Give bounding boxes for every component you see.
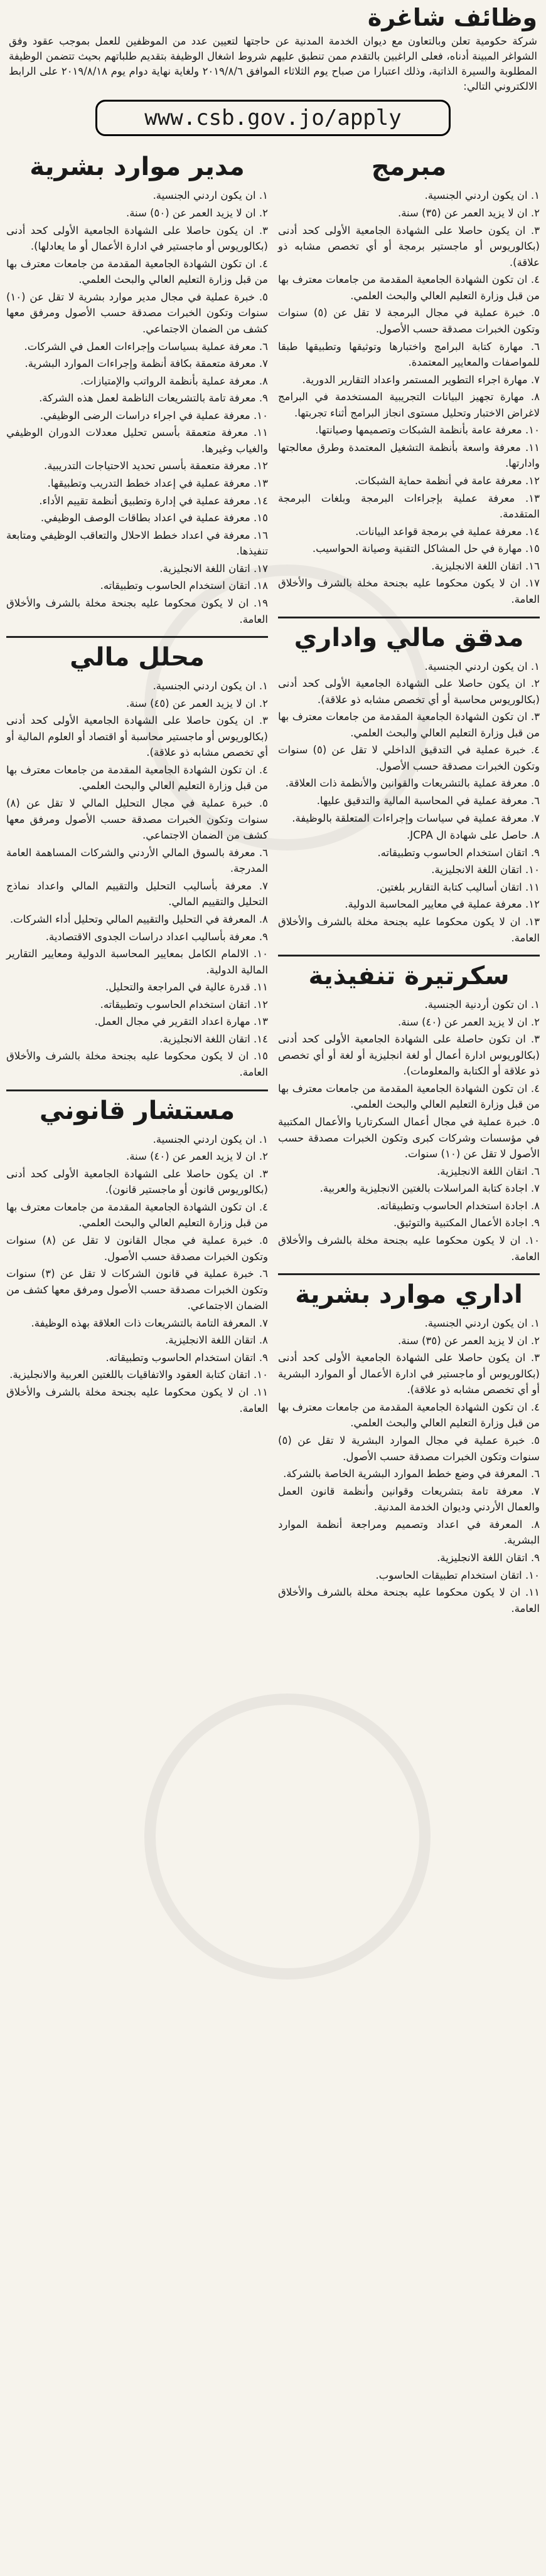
requirement-item: ١٥. مهارة في حل المشاكل التقنية وصيانة الحواسيب. [312,543,540,555]
requirement-item: ٦. اتقان اللغة الانجليزية. [437,1165,540,1177]
job-title: محلل مالي [70,643,205,672]
requirement-item: ٧. معرفة بأساليب التحليل والتقييم المالي واعداد نماذج التحليل والتقييم المالي. [6,879,268,908]
requirement-item: ٢. ان لا يزيد العمر عن (٤٠) سنة. [397,1015,540,1028]
job-section [6,1089,268,1417]
job-title: مدير موارد بشرية [29,152,245,182]
requirement-item: ٥. خبرة عملية في مجال مدير موارد بشرية لا تقل عن (١٠) سنوات وتكون الخبرات مصدقة حسب الأصول ومرفق معها كشف من الضمان الاجتماعي. [6,290,268,335]
section-divider [278,617,540,618]
job-columns [0,144,546,1625]
requirement-item: ١٠. اتقان كتابة العقود والاتفاقيات باللغتين العربية والانجليزية. [9,1369,268,1381]
requirement-item: ٨. حاصل على شهادة ال JCPA. [407,829,540,842]
requirement-item: ١. ان يكون اردني الجنسية. [153,680,268,692]
requirement-item: ١٦. معرفة في اعداد خطط الاحلال والتعاقب الوظيفي ومتابعة تنفيذها. [6,529,268,558]
requirement-item: ٧. مهارة اجراء التطوير المستمر واعداد التقارير الدورية. [302,373,540,386]
requirement-item: ١٠. الالمام الكامل بمعايير المحاسبة الدولية ومعايير التقارير المالية الدولية. [6,948,268,976]
requirement-item: ٧. معرفة تامة بتشريعات وقوانين وأنظمة قانون العمل والعمال الأردني وديوان الخدمة المدنية. [278,1485,540,1513]
watermark-seal [144,1693,431,1980]
requirement-item: ١٩. ان لا يكون محكوما عليه بجنحة مخلة بالشرف والأخلاق العامة. [6,596,268,625]
job-title: مبرمج [371,152,447,182]
requirement-item: ٦. معرفة عملية في المحاسبة المالية والتدقيق عليها. [316,795,540,807]
requirement-item: ١٤. اتقان اللغة الانجليزية. [159,1032,268,1045]
job-section [6,152,268,627]
requirements-list [6,188,268,627]
requirement-item: ١٠. ان لا يكون محكوما عليه بجنحة مخلة بالشرف والأخلاق العامة. [278,1234,540,1263]
requirement-item: ٢. ان لا يزيد العمر عن (٤٥) سنة. [126,697,268,709]
apply-link[interactable]: www.csb.gov.jo/apply [95,100,451,136]
requirement-item: ٢. ان لا يزيد العمر عن (٤٠) سنة. [126,1150,268,1163]
requirements-list [278,188,540,607]
requirement-item: ٧. اجادة كتابة المراسلات بالغتين الانجليزية والعربية. [319,1182,540,1195]
requirement-item: ٧. معرفة عملية في سياسات وإجراءات المتعلقة بالوظيفة. [292,812,540,824]
job-section [278,617,540,946]
requirement-item: ٤. ان تكون الشهادة الجامعية المقدمة من جامعات معترف بها من قبل وزارة التعليم العالي والبحث العلمي. [278,1401,540,1429]
requirement-item: ١٢. معرفة متعمقة بأسس تحديد الاحتياجات التدريبية. [43,460,268,472]
requirement-item: ٤. ان تكون الشهادة الجامعية المقدمة من جامعات معترف بها من قبل وزارة التعليم العالي والبحث العلمي. [278,1082,540,1111]
requirement-item: ٨. المعرفة في اعداد وتصميم ومراجعة أنظمة الموارد البشرية. [278,1518,540,1547]
requirement-item: ٥. خبرة عملية في مجال الموارد البشرية لا تقل عن (٥) سنوات وتكون الخبرات مصدقة حسب الأصول. [278,1434,540,1463]
requirement-item: ٥. خبرة عملية في مجال أعمال السكرتاريا والأعمال المكتبية في مؤسسات وشركات كبرى وتكون الخبرات مصدقة حسب الأصول لا تقل عن (١٠) سنوات. [278,1116,540,1160]
requirement-item: ٩. معرفة بأساليب اعداد دراسات الجدوى الاقتصادية. [45,930,268,943]
job-title: مدقق مالي واداري [294,623,524,652]
requirement-item: ٧. معرفة متعمقة بكافة أنظمة وإجراءات الموارد البشرية. [24,358,268,370]
requirement-item: ٣. ان يكون حاصلا على الشهادة الجامعية الأولى كحد أدنى (بكالوريوس أو ماجستير برمجة أو أي تخصص مشابه ذو علاقة). [278,224,540,268]
requirement-item: ١. ان يكون اردني الجنسية. [424,189,540,202]
requirements-list [278,1315,540,1616]
requirements-list [278,659,540,946]
requirement-item: ٨. معرفة عملية بأنظمة الرواتب والإمتيازات. [80,374,268,387]
requirement-item: ١١. ان لا يكون محكوما عليه بجنحة مخلة بالشرف والأخلاق العامة. [278,1586,540,1614]
requirement-item: ١٤. معرفة عملية في برمجة قواعد البيانات. [355,525,540,538]
requirement-item: ١٥. ان لا يكون محكوما عليه بجنحة مخلة بالشرف والأخلاق العامة. [6,1050,268,1079]
job-section [278,152,540,607]
requirement-item: ١٨. اتقان استخدام الحاسوب وتطبيقاته. [100,580,268,592]
requirement-item: ٤. خبرة عملية في التدقيق الداخلي لا تقل عن (٥) سنوات وتكون الخبرات مصدقة حسب الأصول. [278,744,540,772]
requirement-item: ١. ان يكون اردني الجنسية. [153,189,268,202]
requirement-item: ٨. اجادة استخدام الحاسوب وتطبيقاته. [377,1199,540,1212]
requirement-item: ١٢. اتقان استخدام الحاسوب وتطبيقاته. [100,998,268,1010]
requirement-item: ٣. ان تكون حاصلة على الشهادة الجامعية الأولى كحد أدنى (بكالوريوس ادارة أعمال أو لغة انجليزية أو لغة أو أي تخصص ذو علاقة أو الكتابة والمعلومات). [278,1033,540,1078]
requirement-item: ١٣. معرفة عملية بإجراءات البرمجة وبلغات البرمجة المتقدمة. [278,492,540,521]
section-divider [6,1089,268,1091]
requirement-item: ١١. اتقان أساليب كتابة التقارير بلغتين. [376,881,540,893]
requirement-item: ١٠. معرفة عملية في اجراء دراسات الرضى الوظيفي. [40,409,268,421]
requirement-item: ١٧. ان لا يكون محكوما عليه بجنحة مخلة بالشرف والأخلاق العامة. [278,577,540,605]
requirement-item: ٥. خبرة عملية في مجال القانون لا تقل عن (٨) سنوات وتكون الخبرات مصدقة حسب الأصول. [6,1234,268,1263]
requirement-item: ٥. خبرة عملية في مجال التحليل المالي لا تقل عن (٨) سنوات وتكون الخبرات مصدقة حسب الأصول ومرفق معها كشف من الضمان الاجتماعي. [6,797,268,842]
requirement-item: ٩. معرفة تامة بالتشريعات الناظمة لعمل هذه الشركة. [39,392,268,405]
requirement-item: ٤. ان تكون الشهادة الجامعية المقدمة من جامعات معترف بها من قبل وزارة التعليم العالي والبحث العلمي. [6,257,268,286]
requirement-item: ٣. ان تكون الشهادة الجامعية المقدمة من جامعات معترف بها من قبل وزارة التعليم العالي والبحث العلمي. [278,711,540,739]
requirements-list [6,678,268,1081]
requirement-item: ١٣. معرفة عملية في إعداد خطط التدريب وتطبيقها. [47,477,268,490]
ad-header [0,0,546,144]
requirement-item: ١١. ان لا يكون محكوما عليه بجنحة مخلة بالشرف والأخلاق العامة. [6,1386,268,1414]
requirement-item: ١١. قدرة عالية في المراجعة والتحليل. [105,981,268,994]
requirement-item: ٣. ان يكون حاصلا على الشهادة الجامعية الأولى كحد أدنى (بكالوريوس أو ماجستير في ادارة الأعمال أو ما يعادلها). [6,224,268,253]
job-section [6,636,268,1081]
requirement-item: ١٧. اتقان اللغة الانجليزية. [159,562,268,575]
ad-title: وظائف شاغرة [367,4,537,31]
requirement-item: ٢. ان يكون حاصلا على الشهادة الجامعية الأولى كحد أدنى (بكالوريوس محاسبة أو أي تخصص مشابه ذو علاقة). [278,677,540,706]
requirement-item: ٤. ان تكون الشهادة الجامعية المقدمة من جامعات معترف بها من قبل وزارة التعليم العالي والبحث العلمي. [6,1201,268,1229]
requirement-item: ٦. مهارة كتابة البرامج واختبارها وتوثيقها وتطبيقها طبقا للمواصفات والمعايير المعتمدة. [278,340,540,369]
requirement-item: ١٤. معرفة عملية في إدارة وتطبيق أنظمة تقييم الأداء. [39,494,268,507]
requirements-list [6,1132,268,1417]
right-column [278,147,540,1625]
requirement-item: ٦. معرفة بالسوق المالي الأردني والشركات المساهمة العامة المدرجة. [6,846,268,875]
ad-intro: شركة حكومية تعلن وبالتعاون مع ديوان الخدمة المدنية عن حاجتها لتعيين عدد من الموظفين للعمل بموجب عقود وفق الشواغر المبينة أدناه، فعلى الراغبين بالتقدم ممن تنطبق عليهم شروط اشغال الوظيفة بتقديم طلباتهم بحيث تتضمن الوظيفة المطلوبة والسيرة الذاتية، وذلك اعتبارا من صباح يوم الثلاثاء الموافق ٢٠١٩/٨/٦ ولغاية نهاية دوام يوم ٢٠١٩/٨/١٨ على الرابط الالكتروني التالي: [9,34,537,92]
section-divider [6,636,268,638]
requirement-item: ١٣. مهارة اعداد التقرير في مجال العمل. [94,1015,268,1028]
requirement-item: ٣. ان يكون حاصلا على الشهادة الجامعية الأولى كحد أدنى (بكالوريوس أو ماجستير في ادارة الأعمال أو الموارد البشرية أو أي تخصص مشابه ذو علاقة). [278,1352,540,1396]
requirement-item: ٨. مهارة تجهيز البيانات التجريبية المستخدمة في البرامج لاغراض الاختبار وتحليل مستوى انجاز البرامج أثناء تجربتها. [278,391,540,419]
requirement-item: ١. ان يكون اردني الجنسية. [424,660,540,672]
requirement-item: ٢. ان لا يزيد العمر عن (٣٥) سنة. [397,207,540,220]
requirement-item: ٤. ان تكون الشهادة الجامعية المقدمة من جامعات معترف بها من قبل وزارة التعليم العالي والبحث العلمي. [278,273,540,302]
requirement-item: ٣. ان يكون حاصلا على الشهادة الجامعية الأولى كحد أدنى (بكالوريوس أو ماجستير محاسبة أو اقتصاد أو العلوم المالية أو أي تخصص مشابه ذو علاقة). [6,714,268,759]
requirement-item: ٩. اجادة الأعمال المكتبية والتوثيق. [393,1217,540,1229]
requirement-item: ٥. معرفة عملية بالتشريعات والقوانين والأنظمة ذات العلاقة. [285,777,540,790]
requirement-item: ٦. خبرة عملية في قانون الشركات لا تقل عن (٣) سنوات وتكون الخبرات مصدقة حسب الأصول ومرفق معها كشف من الضمان الاجتماعي. [6,1268,268,1312]
requirement-item: ٧. المعرفة التامة بالتشريعات ذات العلاقة بهذه الوظيفة. [31,1317,268,1329]
requirement-item: ٣. ان يكون حاصلا على الشهادة الجامعية الأولى كحد أدنى (بكالوريوس قانون أو ماجستير قانون). [6,1167,268,1196]
requirement-item: ٩. اتقان اللغة الانجليزية. [437,1551,540,1564]
requirement-item: ١٠. معرفة عامة بأنظمة الشبكات وتصميمها وصيانتها. [315,424,540,437]
requirement-item: ٩. اتقان استخدام الحاسوب وتطبيقاته. [105,1351,268,1364]
requirement-item: ٩. اتقان استخدام الحاسوب وتطبيقاته. [377,846,540,859]
section-divider [278,1273,540,1275]
job-section [278,1273,540,1616]
requirement-item: ٢. ان لا يزيد العمر عن (٥٠) سنة. [126,207,268,220]
requirement-item: ١٠. اتقان استخدام تطبيقات الحاسوب. [375,1569,540,1581]
requirement-item: ١٢. معرفة عامة في أنظمة حماية الشبكات. [355,475,540,487]
requirements-list [278,997,540,1264]
job-title: مستشار قانوني [39,1096,235,1125]
requirement-item: ١٥. معرفة عملية في اعداد بطاقات الوصف الوظيفي. [40,512,268,524]
requirement-item: ١١. معرفة متعمقة بأسس تحليل معدلات الدوران الوظيفي والغياب وغيرها. [6,427,268,455]
requirement-item: ١٣. ان لا يكون محكوما عليه بجنحة مخلة بالشرف والأخلاق العامة. [278,915,540,944]
requirement-item: ٨. المعرفة في التحليل والتقييم المالي وتحليل أداء الشركات. [9,913,268,925]
job-section [278,955,540,1264]
requirement-item: ١٢. معرفة عملية في معايير المحاسبة الدولية. [345,898,540,911]
requirement-item: ١. ان يكون اردني الجنسية. [153,1133,268,1145]
requirement-item: ١١. معرفة واسعة بأنظمة التشغيل المعتمدة وطرق معالجتها وادارتها. [278,441,540,470]
requirement-item: ٢. ان لا يزيد العمر عن (٣٥) سنة. [397,1334,540,1347]
requirement-item: ٦. المعرفة في وضع خطط الموارد البشرية الخاصة بالشركة. [283,1468,540,1480]
requirement-item: ٦. معرفة عملية بسياسات وإجراءات العمل في الشركات. [24,340,268,352]
requirement-item: ١٠. اتقان اللغة الانجليزية. [431,864,540,876]
job-title: اداري موارد بشرية [295,1280,523,1310]
requirement-item: ١. ان يكون اردني الجنسية. [424,1317,540,1330]
requirement-item: ٨. اتقان اللغة الانجليزية. [165,1334,268,1347]
requirement-item: ٥. خبرة عملية في مجال البرمجة لا تقل عن (٥) سنوات وتكون الخبرات مصدقة حسب الأصول. [278,307,540,335]
requirement-item: ١٦. اتقان اللغة الانجليزية. [431,559,540,572]
requirement-item: ١. ان تكون أردنية الجنسية. [424,999,540,1011]
left-column [6,147,268,1625]
requirement-item: ٤. ان تكون الشهادة الجامعية المقدمة من جامعات معترف بها من قبل وزارة التعليم العالي والبحث العلمي. [6,763,268,792]
section-divider [278,955,540,957]
job-title: سكرتيرة تنفيذية [308,962,510,991]
